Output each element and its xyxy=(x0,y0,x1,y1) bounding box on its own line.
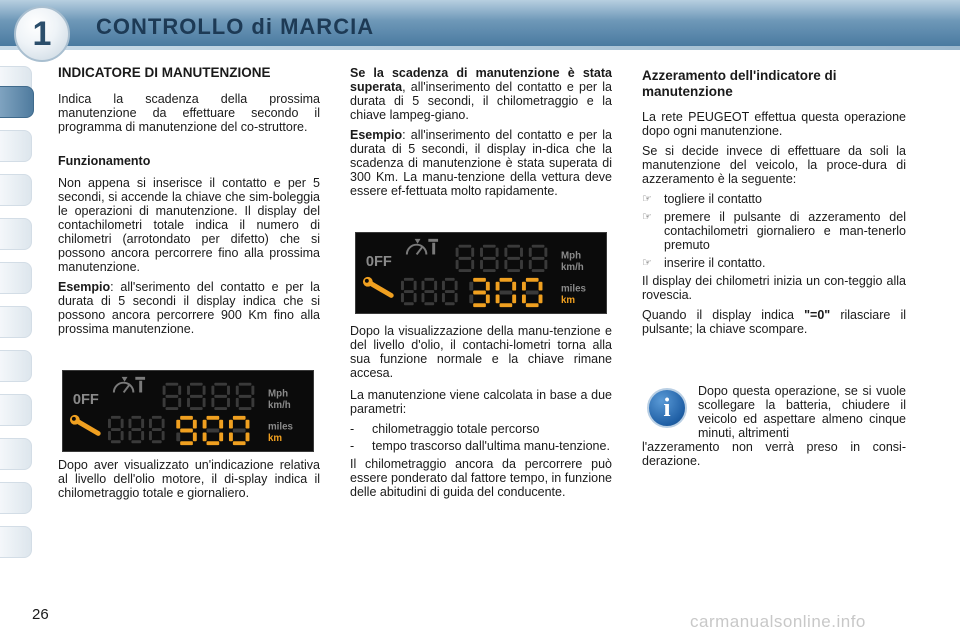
operation-paragraph: Non appena si inserisce il contatto e per 5 secondi, si accende la chiave che sim-boleggia le operazioni di manutenzione. Il display del contachilometri totale indica il numero di chilometri (arrotondato per difetto) che si possono ancora percorrere fino alla prossima manutenzione. xyxy=(58,176,320,274)
chapter-tab-7[interactable] xyxy=(0,350,32,382)
chapter-badge xyxy=(14,6,70,62)
unit-kmh: km/h xyxy=(268,400,291,412)
off-label: 0FF xyxy=(72,392,99,409)
unit-miles: miles xyxy=(561,283,586,295)
reset-para3: Il display dei chilometri inizia un con-teggio alla rovescia. xyxy=(642,274,906,302)
chapter-tab-3[interactable] xyxy=(0,174,32,206)
chapter-number: 1 xyxy=(32,14,52,53)
column-middle-bottom xyxy=(350,324,612,505)
page-number: 26 xyxy=(32,606,49,623)
after-display-paragraph: Dopo aver visualizzato un'indicazione relativa al livello dell'olio motore, il di-splay indica il chilometraggio totale e giornaliero. xyxy=(58,458,320,500)
bottom-digit-dim xyxy=(149,416,165,443)
example-label: Esempio xyxy=(350,128,403,142)
value-digit xyxy=(496,278,516,307)
value-digit xyxy=(469,278,489,307)
off-label: 0FF xyxy=(365,254,392,271)
chapter-tabs xyxy=(0,66,34,576)
reset-step: ☞ premere il pulsante di azzeramento del contachilometri giornaliero e man-tenerlo premuto xyxy=(642,210,906,252)
param-item: - tempo trascorso dall'ultima manu-tenzione. xyxy=(350,439,610,453)
note-text-rest: l'azzeramento non verrà preso in consi-derazione. xyxy=(642,440,906,468)
header-divider xyxy=(0,46,960,50)
watermark: carmanualsonline.info xyxy=(690,612,866,631)
value-digit xyxy=(229,416,249,445)
chapter-tab-6[interactable] xyxy=(0,306,32,338)
top-digit xyxy=(480,245,499,272)
bottom-digit-dim xyxy=(401,278,417,305)
param-item: - chilometraggio totale percorso xyxy=(350,422,540,436)
unit-mph: Mph xyxy=(561,250,582,262)
column-right xyxy=(642,66,906,342)
hand-pointer-icon: ☞ xyxy=(642,193,652,205)
intro-paragraph: Indica la scadenza della prossima manutenzione da effettuare secondo il programma di manutenzione del co-struttore. xyxy=(58,92,320,134)
reset-step: ☞ inserire il contatto. xyxy=(642,256,766,270)
after-display-paragraph: Dopo la visualizzazione della manu-tenzione e del livello d'olio, il contachi-lometri torna alla sua funzione normale e la chiave rimane accesa. xyxy=(350,324,612,380)
example-overdue-paragraph xyxy=(350,128,612,198)
chapter-tab-10[interactable] xyxy=(0,482,32,514)
example-paragraph xyxy=(58,280,320,336)
wrench-icon xyxy=(70,415,98,434)
example-text: : all'serimento del contatto e per la durata di 5 secondi il display indica che si possono ancora percorrere 900 Km fino alla prossima manutenzione. xyxy=(58,280,320,336)
chapter-tab-9[interactable] xyxy=(0,438,32,470)
reset-para4: Quando il display indica "=0" rilasciare il pulsante; la chiave scompare. xyxy=(642,308,907,336)
reset-para2: Se si decide invece di effettuare da soli la manutenzione del veicolo, la proce-dura di azzeramento è la seguente: xyxy=(642,144,906,186)
display-graphic xyxy=(356,233,606,313)
reset-para1: La rete PEUGEOT effettua questa operazione dopo ogni manutenzione. xyxy=(642,110,906,138)
bottom-digit-dim xyxy=(108,416,124,443)
chapter-tab-8[interactable] xyxy=(0,394,32,426)
column-left-bottom xyxy=(58,458,320,506)
column-left xyxy=(58,66,320,342)
reset-heading: Azzeramento dell'indicatore di manutenzione xyxy=(642,68,837,99)
unit-km: km xyxy=(268,433,283,445)
example-text: : all'inserimento del contatto e per la durata di 5 secondi, il display in-dica che la scadenza di manutenzione è stata superata di 300 Km. La manu-tenzione della vettura deve essere ef-fettuata molto rapidamente. xyxy=(350,128,612,198)
example-label: Esempio xyxy=(58,280,111,294)
section-heading: INDICATORE DI MANUTENZIONE xyxy=(58,65,271,80)
overdue-paragraph xyxy=(350,66,612,122)
wrench-icon xyxy=(363,277,391,296)
bottom-digit-dim xyxy=(421,278,437,305)
reset-step: ☞ togliere il contatto xyxy=(642,192,762,206)
value-digit xyxy=(522,278,542,307)
top-digit xyxy=(236,383,255,410)
top-digit xyxy=(163,383,182,410)
column-middle xyxy=(350,66,612,204)
unit-miles: miles xyxy=(268,421,293,433)
info-note xyxy=(642,384,906,468)
top-digit xyxy=(211,383,230,410)
bottom-digit-dim xyxy=(442,278,458,305)
unit-mph: Mph xyxy=(268,388,289,400)
info-icon: i xyxy=(647,388,687,428)
chapter-title: CONTROLLO di MARCIA xyxy=(96,14,375,39)
bottom-digit-dim xyxy=(128,416,144,443)
chapter-tab-11[interactable] xyxy=(0,526,32,558)
value-digit xyxy=(176,416,196,445)
note-text-first: Dopo questa operazione, se si vuole scollegare la batteria, chiudere il veicolo ed aspettare almeno cinque minuti, altrimenti xyxy=(698,384,906,440)
odometer-display-300 xyxy=(355,232,607,314)
top-digit xyxy=(529,245,548,272)
closing-paragraph: Il chilometraggio ancora da percorrere può essere ponderato dal fattore tempo, in funzione delle abitudini di guida del conducente. xyxy=(350,457,612,499)
overdue-text: , all'inserimento del contatto e per la durata di 5 secondi, il chilometraggio e la chiave lampeg-giano. xyxy=(350,80,612,122)
top-digit xyxy=(187,383,206,410)
unit-kmh: km/h xyxy=(561,262,584,274)
top-digit xyxy=(456,245,475,272)
chapter-tab-4[interactable] xyxy=(0,218,32,250)
oil-level-icon xyxy=(407,239,438,255)
chapter-tab-1-active[interactable] xyxy=(0,86,34,118)
chapter-tab-5[interactable] xyxy=(0,262,32,294)
unit-km: km xyxy=(561,295,576,307)
top-digit xyxy=(504,245,523,272)
chapter-tab-2[interactable] xyxy=(0,130,32,162)
overdue-lead: Se la scadenza di manutenzione è stata superata xyxy=(350,66,612,94)
odometer-display-900 xyxy=(62,370,314,452)
hand-pointer-icon: ☞ xyxy=(642,211,652,223)
subheading-operation: Funzionamento xyxy=(58,154,151,168)
oil-level-icon xyxy=(114,377,145,393)
value-digit xyxy=(203,416,223,445)
display-graphic xyxy=(63,371,313,451)
hand-pointer-icon: ☞ xyxy=(642,257,652,269)
calc-intro: La manutenzione viene calcolata in base a due parametri: xyxy=(350,388,612,416)
